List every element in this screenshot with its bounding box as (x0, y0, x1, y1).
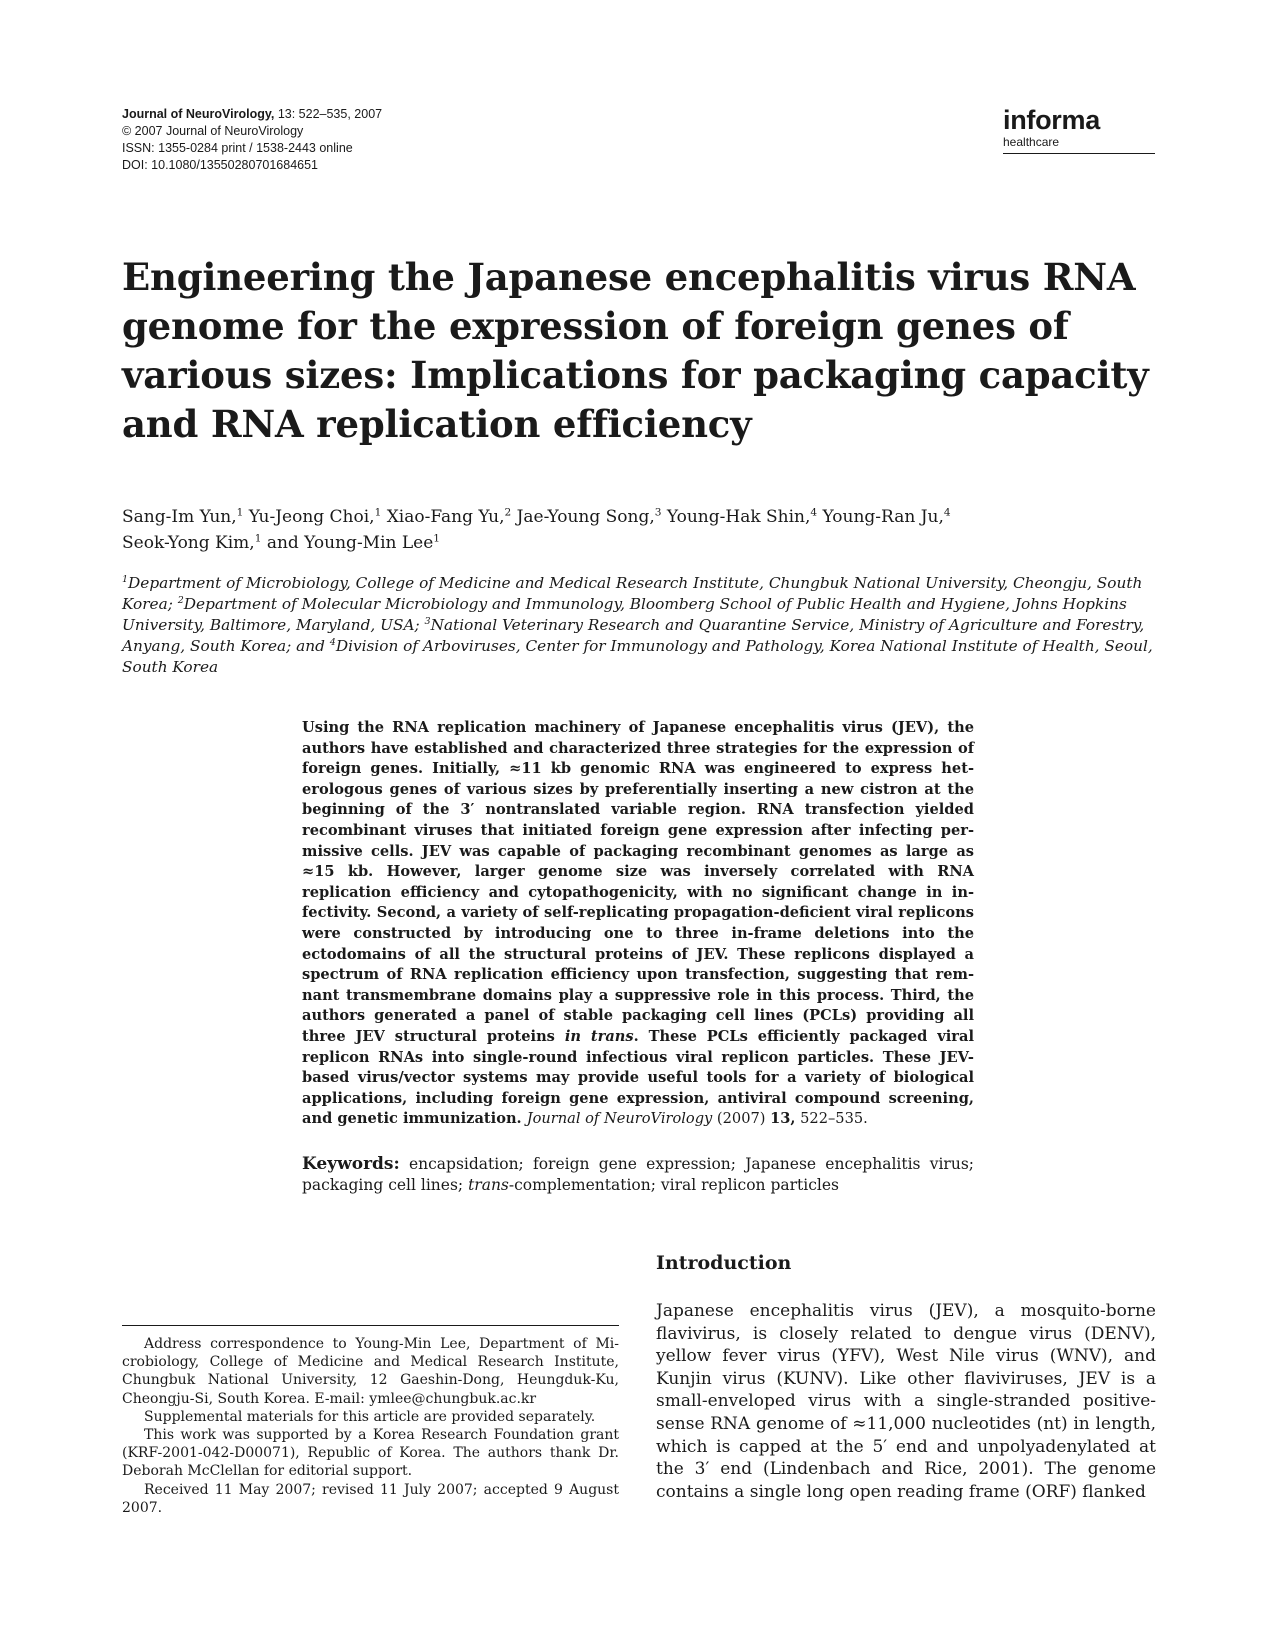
author-affiliation-marker: 1 (236, 506, 244, 519)
author: Seok-Yong Kim,$^1$ (122, 532, 262, 553)
abstract-citation (527, 1110, 868, 1127)
keywords-label: Keywords: (302, 1154, 400, 1174)
author-affiliation-marker: 1 (374, 506, 382, 519)
author-list (122, 504, 1162, 556)
author: and Young-Min Lee$^1$ (266, 532, 440, 553)
footnotes (122, 1335, 619, 1517)
author-affiliation-marker: 2 (504, 506, 512, 519)
citation-journal: Journal of NeuroVirology (526, 1110, 713, 1128)
author-affiliation-marker: 1 (433, 532, 440, 545)
author: Jae-Young Song,$^3$ (516, 506, 662, 527)
journal-copyright: © 2007 Journal of NeuroVirology (122, 124, 304, 138)
citation-pages: 522–535. (795, 1110, 868, 1128)
publisher-logo (1003, 106, 1155, 154)
author: Young-Ran Ju,$^4$ (822, 506, 951, 527)
abstract (302, 718, 974, 1130)
author: Young-Hak Shin,$^4$ (666, 506, 818, 527)
footnote-supplemental: Supplemental materials for this article are provided separately. (144, 1408, 596, 1425)
citation-volume: 13, (770, 1110, 796, 1128)
journal-issn: ISSN: 1355-0284 print / 1538-2443 online (122, 141, 353, 155)
author-affiliation-marker: 1 (254, 532, 262, 545)
footnote-correspondence: Address correspondence to Young-Min Lee, Department of Microbiology, College of Medicine and Medical Research Institute, Chungbuk National University, 12 Gaeshin-Dong, Heungduk-Ku, Cheongju-Si, South Korea. E-mail: ymlee@chungbuk.ac.kr (122, 1336, 619, 1407)
citation-year: (2007) (712, 1110, 771, 1128)
journal-info (122, 106, 642, 174)
author: Yu-Jeong Choi,$^1$ (248, 506, 382, 527)
journal-doi: DOI: 10.1080/13550280701684651 (122, 158, 319, 172)
journal-citation-line (122, 106, 642, 123)
author-affiliation-marker: 4 (810, 506, 818, 519)
author-affiliation-marker: 4 (943, 506, 951, 519)
keywords-text-part2: -complementation; viral replicon particles (508, 1176, 839, 1194)
footnote-received: Received 11 May 2007; revised 11 July 2007; accepted 9 August 2007. (122, 1481, 619, 1516)
affiliation-marker: 3 (424, 615, 431, 627)
introduction-body: Japanese encephalitis virus (JEV), a mosquito-borne flavivirus, is closely related to dengue virus (DENV), yellow fever virus (YFV), West Nile virus (WNV), and Kunjin virus (KUNV). Like other flaviviruses, JEV is a small-enveloped virus with a single-stranded positive-sense RNA genome of ≈11,000 nucleotides (nt) in length, which is capped at the 5′ end and unpolyadenylated at the 3′ end (Lindenbach and Rice, 2001). The genome contains a single long open reading frame (ORF) flanked (656, 1301, 1156, 1502)
affiliation-text: Division of Arboviruses, Center for Immunology and Pathology, Korea National Institute of Health, Seoul, South Korea (122, 637, 1153, 676)
affiliation-text: National Veterinary Research and Quarantine Service, Ministry of Agriculture and Forestry, Anyang, South Korea; and (122, 616, 1145, 655)
publisher-logo-rule (1003, 153, 1155, 154)
affiliation-marker: 2 (177, 594, 184, 606)
affiliation-text: Department of Molecular Microbiology and Immunology, Bloomberg School of Public Health and Hygiene, Johns Hopkins University, Baltimore, Maryland, USA; (122, 595, 1127, 634)
journal-name: Journal of NeuroVirology, (122, 107, 275, 121)
journal-volume-pages: 13: 522–535, 2007 (277, 107, 383, 121)
article-title: Engineering the Japanese encephalitis virus RNA genome for the expression of foreign genes of various sizes: Implications for packaging capacity and RNA replication efficiency (122, 255, 1149, 446)
author-affiliation-marker: 3 (654, 506, 662, 519)
keywords (302, 1154, 974, 1196)
publisher-logo-text: informa (1003, 105, 1100, 135)
author: Xiao-Fang Yu,$^2$ (386, 506, 512, 527)
footnote-support: This work was supported by a Korea Research Foundation grant (KRF-2001-042-D00071), Republic of Korea. The authors thank Dr. Deborah McClellan for editorial support. (122, 1427, 619, 1480)
abstract-text-part1: Using the RNA replication machinery of Japanese encephalitis virus (JEV), the authors have established and characterized three strategies for the expression of foreign genes. Initially, ≈11 kb genomic RNA was engineered to express heterologous genes of various sizes by preferentially inserting a new cistron at the beginning of the 3′ nontranslated variable region. RNA transfection yielded recombinant viruses that initiated foreign gene expression after infecting permissive cells. JEV was capable of packaging recombinant genomes as large as ≈15 kb. However, larger genome size was inversely correlated with RNA replication efficiency and cytopathogenicity, with no significant change in infectivity. Second, a variety of self-replicating propagation-deficient viral replicons were constructed by introducing one to three in-frame deletions into the ectodomains of all the structural proteins of JEV. These replicons displayed a spectrum of RNA replication efficiency upon transfection, suggesting that remnant transmembrane domains play a suppressive role in this process. Third, the authors generated a panel of stable packaging cell lines (PCLs) providing all three JEV structural proteins (302, 719, 974, 1045)
keywords-text-part1: encapsidation; foreign gene expression; Japanese encephalitis virus; packaging cell lines; (302, 1155, 974, 1194)
affiliation-marker: 1 (122, 573, 129, 585)
author: Sang-Im Yun,$^1$ (122, 506, 244, 527)
affiliations (122, 573, 1162, 678)
affiliation-text: Department of Microbiology, College of Medicine and Medical Research Institute, Chungbuk National University, Cheongju, South Korea; (122, 574, 1143, 613)
abstract-in-trans: in trans (564, 1027, 634, 1045)
affiliation-marker: 4 (329, 636, 336, 648)
footnote-divider (122, 1325, 619, 1326)
abstract-text-part2: . These PCLs efficiently packaged viral replicon RNAs into single-round infectious viral replicon particles. These JEV-based virus/vector systems may provide useful tools for a variety of biological applications, including foreign gene expression, antiviral compound screening, and genetic immunization. (302, 1027, 974, 1128)
introduction-heading: Introduction (656, 1252, 792, 1274)
keywords-trans: trans (468, 1176, 509, 1194)
publisher-logo-subtext: healthcare (1003, 135, 1060, 149)
